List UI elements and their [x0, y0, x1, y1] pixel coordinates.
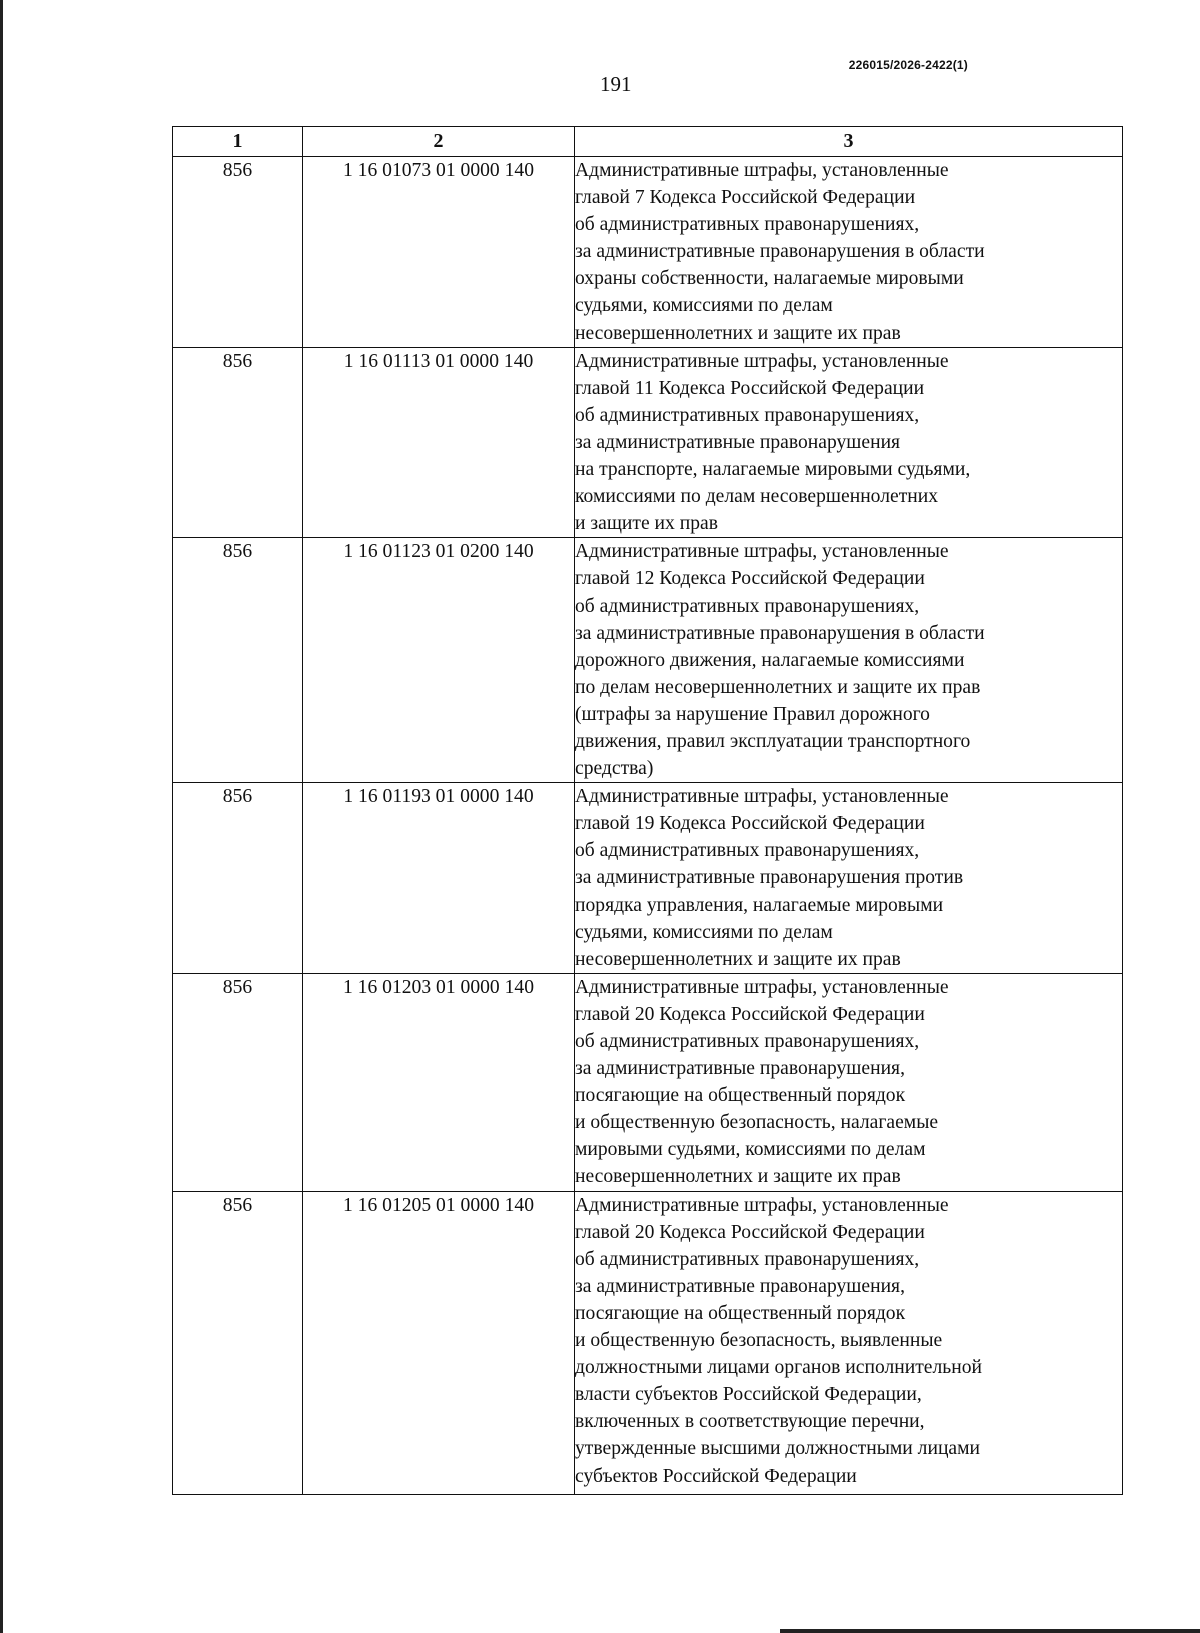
description-line: главой 20 Кодекса Российской Федерации: [575, 1221, 925, 1243]
description-line: главой 7 Кодекса Российской Федерации: [575, 187, 916, 209]
document-id: 226015/2026-2422(1): [848, 58, 968, 72]
budget-code-cell: 1 16 01113 01 0000 140: [303, 347, 575, 538]
description-line: за административные правонарушения: [575, 431, 901, 453]
description-line: судьями, комиссиями по делам: [575, 921, 833, 943]
description-line: за административные правонарушения,: [575, 1275, 905, 1297]
description-cell: [575, 347, 1123, 538]
scan-edge-left: [0, 0, 3, 1633]
budget-code-cell: 1 16 01193 01 0000 140: [303, 783, 575, 974]
budget-code-cell: 1 16 01203 01 0000 140: [303, 973, 575, 1191]
admin-code-cell: 856: [173, 973, 303, 1191]
admin-code-cell: 856: [173, 157, 303, 348]
description-line: несовершеннолетних и защите их прав: [575, 1166, 901, 1188]
admin-code-cell: 856: [173, 1191, 303, 1494]
table-row: [173, 1191, 1123, 1494]
description-line: дорожного движения, налагаемые комиссиями: [575, 649, 965, 671]
description-line: и защите их прав: [575, 513, 718, 535]
description-line: несовершеннолетних и защите их прав: [575, 322, 901, 344]
description-line: комиссиями по делам несовершеннолетних: [575, 486, 939, 508]
description-line: об административных правонарушениях,: [575, 214, 920, 236]
description-line: средства): [575, 758, 654, 780]
page-number: 191: [600, 72, 632, 96]
budget-code-cell: 1 16 01205 01 0000 140: [303, 1191, 575, 1494]
description-line: мировыми судьями, комиссиями по делам: [575, 1139, 926, 1161]
description-line: субъектов Российской Федерации: [575, 1465, 857, 1487]
column-header-1: 1: [173, 127, 303, 157]
description-line: Административные штрафы, установленные: [575, 350, 949, 372]
description-line: Административные штрафы, установленные: [575, 1194, 949, 1216]
description-line: посягающие на общественный порядок: [575, 1302, 906, 1324]
codes-table: [172, 126, 1123, 1495]
description-line: за административные правонарушения в области: [575, 622, 985, 644]
scan-edge-bottom: [780, 1629, 1200, 1633]
admin-code-cell: 856: [173, 538, 303, 783]
table-header-row: [173, 127, 1123, 157]
description-line: движения, правил эксплуатации транспортного: [575, 730, 971, 752]
admin-code-cell: 856: [173, 783, 303, 974]
description-line: (штрафы за нарушение Правил дорожного: [575, 703, 930, 725]
description-line: Административные штрафы, установленные: [575, 786, 949, 808]
table-row: [173, 973, 1123, 1191]
description-line: несовершеннолетних и защите их прав: [575, 948, 901, 970]
description-line: об административных правонарушениях,: [575, 1031, 920, 1052]
description-line: охраны собственности, налагаемые мировыми: [575, 268, 964, 290]
description-line: должностными лицами органов исполнительной: [575, 1357, 982, 1379]
description-line: главой 12 Кодекса Российской Федерации: [575, 568, 925, 590]
table-row: [173, 783, 1123, 974]
description-line: утвержденные высшими должностными лицами: [575, 1438, 981, 1460]
budget-code-cell: 1 16 01073 01 0000 140: [303, 157, 575, 348]
description-line: посягающие на общественный порядок: [575, 1085, 906, 1107]
description-line: по делам несовершеннолетних и защите их прав: [575, 676, 981, 698]
description-line: за административные правонарушения в области: [575, 241, 985, 263]
description-line: главой 11 Кодекса Российской Федерации: [575, 377, 925, 399]
column-header-3: 3: [575, 127, 1123, 157]
column-header-2: 2: [303, 127, 575, 157]
table-row: [173, 347, 1123, 538]
description-line: об административных правонарушениях,: [575, 595, 920, 617]
description-cell: [575, 973, 1123, 1191]
description-line: об административных правонарушениях,: [575, 840, 920, 862]
table-row: [173, 538, 1123, 783]
description-cell: [575, 157, 1123, 348]
description-line: Административные штрафы, установленные: [575, 976, 949, 998]
description-cell: [575, 1191, 1123, 1494]
description-line: Административные штрафы, установленные: [575, 160, 949, 181]
description-line: за административные правонарушения против: [575, 867, 964, 889]
table-row: [173, 157, 1123, 348]
description-line: Административные штрафы, установленные: [575, 541, 949, 563]
description-line: главой 19 Кодекса Российской Федерации: [575, 813, 925, 835]
description-cell: [575, 538, 1123, 783]
description-line: и общественную безопасность, выявленные: [575, 1330, 943, 1352]
description-line: за административные правонарушения,: [575, 1058, 905, 1080]
description-line: порядка управления, налагаемые мировыми: [575, 894, 944, 916]
description-line: судьями, комиссиями по делам: [575, 295, 833, 317]
description-line: и общественную безопасность, налагаемые: [575, 1112, 939, 1134]
description-line: главой 20 Кодекса Российской Федерации: [575, 1003, 925, 1025]
description-line: об административных правонарушениях,: [575, 404, 920, 426]
description-line: власти субъектов Российской Федерации,: [575, 1384, 922, 1406]
budget-code-cell: 1 16 01123 01 0200 140: [303, 538, 575, 783]
description-line: об административных правонарушениях,: [575, 1248, 920, 1270]
description-line: включенных в соответствующие перечни,: [575, 1411, 925, 1433]
admin-code-cell: 856: [173, 347, 303, 538]
description-cell: [575, 783, 1123, 974]
description-line: на транспорте, налагаемые мировыми судьями,: [575, 459, 971, 481]
